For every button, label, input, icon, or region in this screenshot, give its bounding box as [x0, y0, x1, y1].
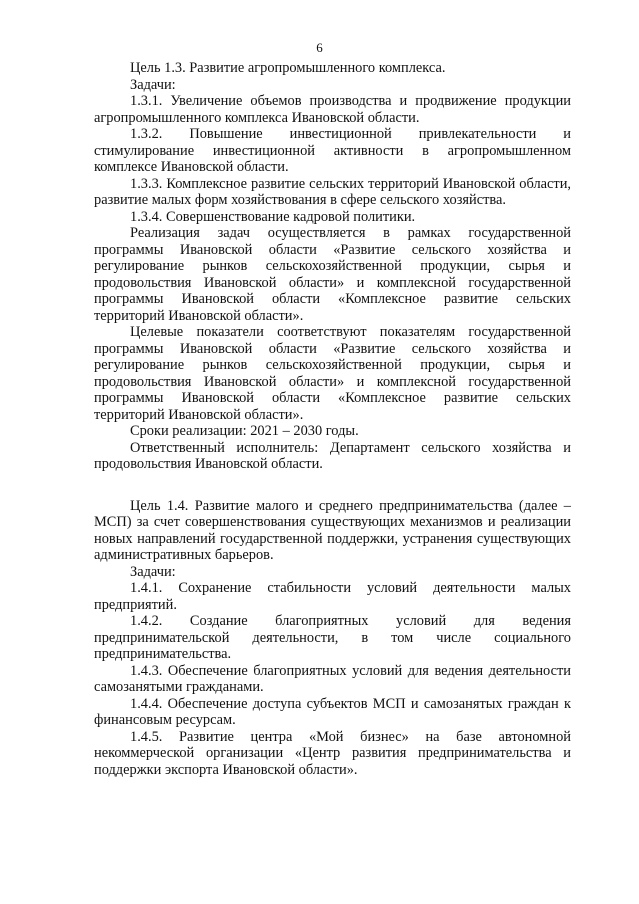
task-1-4-2: 1.4.2. Создание благоприятных условий для ведения предпринимательской деятельности, в том числе социального предпринимательства.	[94, 613, 571, 662]
timeframe-paragraph: Сроки реализации: 2021 – 2030 годы.	[130, 423, 359, 439]
task-1-3-4: 1.3.4. Совершенствование кадровой политики.	[130, 208, 416, 225]
document-body	[94, 60, 571, 778]
task-1-3-1: 1.3.1. Увеличение объемов производства и продвижение продукции агропромышленного комплекса Ивановской области.	[94, 93, 571, 126]
task-1-3-2: 1.3.2. Повышение инвестиционной привлекательности и стимулирование инвестиционной активности в агропромышленном комплексе Ивановской области.	[94, 126, 571, 175]
page-number: 6	[316, 40, 323, 55]
indicators-paragraph: Целевые показатели соответствуют показателям государственной программы Ивановской области «Развитие сельского хозяйства и регулирование рынков сельскохозяйственной продукции, сырья и продовольствия Ивановской области» и комплексной государственной программы Ивановской области «Комплексное развитие сельских территорий Ивановской области».	[94, 324, 571, 423]
task-1-4-1: 1.4.1. Сохранение стабильности условий деятельности малых предприятий.	[94, 580, 571, 613]
tasks-label-1-3: Задачи:	[130, 76, 176, 93]
implementation-paragraph: Реализация задач осуществляется в рамках государственной программы Ивановской области «Развитие сельского хозяйства и регулирование рынков сельскохозяйственной продукции, сырья и продовольствия Ивановской области» и комплексной государственной программы Ивановской области «Комплексное развитие сельских территорий Ивановской области».	[94, 225, 571, 324]
tasks-label-1-4: Задачи:	[130, 563, 176, 580]
section-spacer	[94, 473, 571, 498]
task-1-3-3: 1.3.3. Комплексное развитие сельских территорий Ивановской области, развитие малых форм хозяйствования в сфере сельского хозяйства.	[94, 175, 571, 208]
goal-1-3-heading: Цель 1.3. Развитие агропромышленного комплекса.	[130, 60, 446, 76]
goal-1-4-heading: Цель 1.4. Развитие малого и среднего предпринимательства (далее – МСП) за счет совершенствования существующих механизмов и реализации новых направлений государственной поддержки, устранения существующих административных барьеров.	[94, 497, 571, 563]
task-1-4-3: 1.4.3. Обеспечение благоприятных условий для ведения деятельности самозанятыми гражданами.	[94, 662, 571, 695]
responsible-paragraph: Ответственный исполнитель: Департамент сельского хозяйства и продовольствия Ивановской области.	[94, 439, 571, 472]
task-1-4-4: 1.4.4. Обеспечение доступа субъектов МСП и самозанятых граждан к финансовым ресурсам.	[94, 695, 571, 728]
task-1-4-5: 1.4.5. Развитие центра «Мой бизнес» на базе автономной некоммерческой организации «Центр развития предпринимательства и поддержки экспорта Ивановской области».	[94, 728, 571, 778]
